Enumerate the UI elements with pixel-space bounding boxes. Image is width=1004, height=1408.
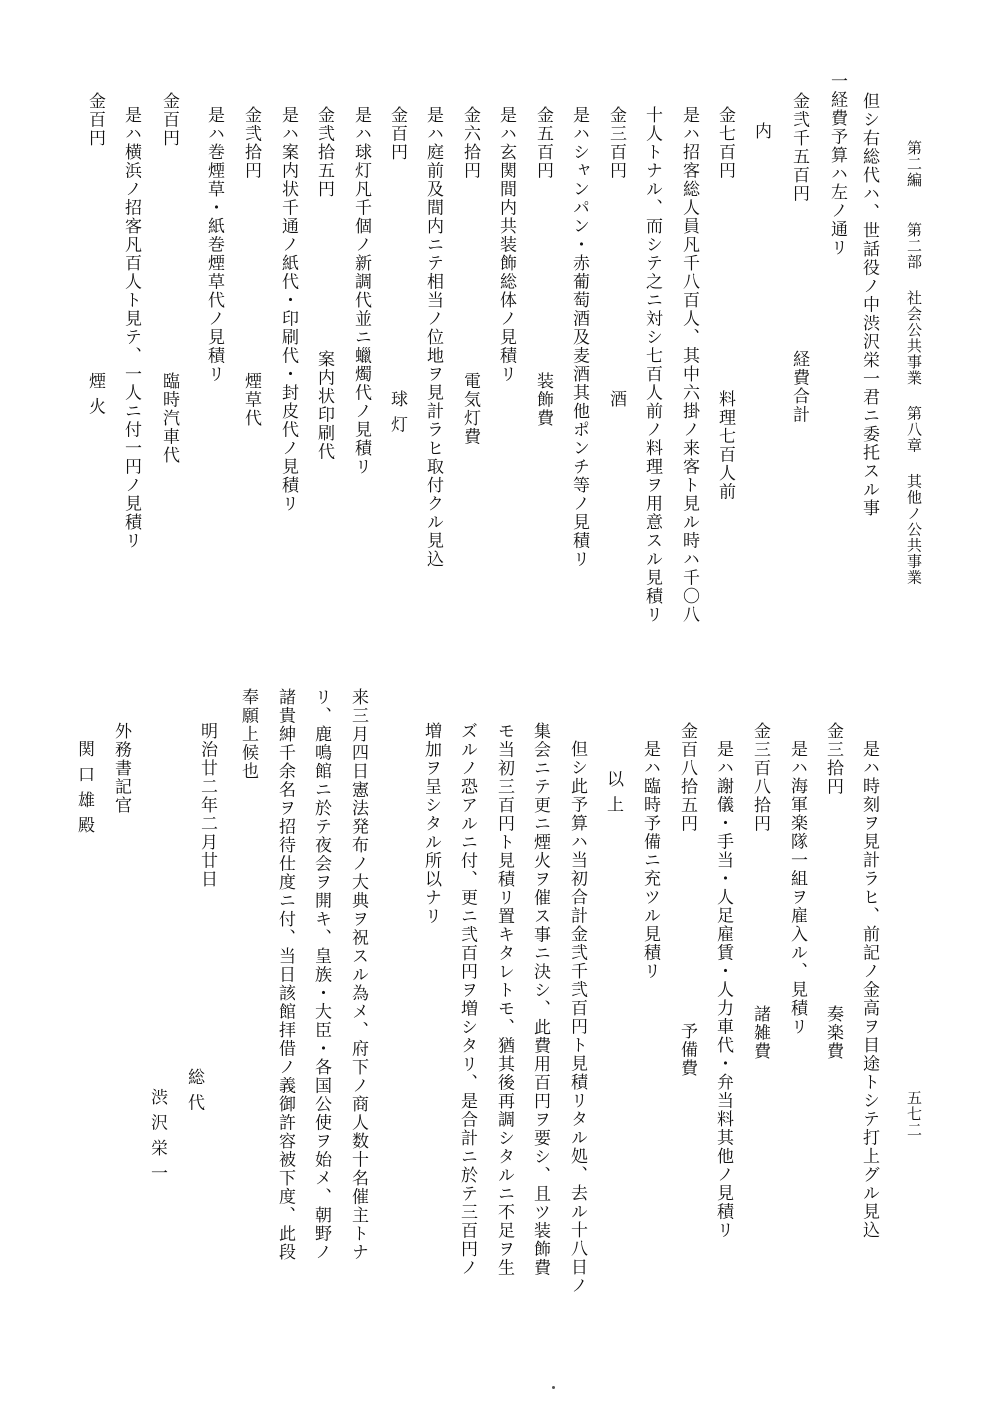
running-head — [906, 140, 921, 585]
item-label: 臨時汽車代 — [159, 372, 179, 465]
amount-label: 金百円 — [159, 92, 179, 148]
amount-label: 金三百円 — [606, 106, 626, 180]
text-line: 是ハ海軍楽隊一組ヲ雇入ル、見積リ — [787, 740, 807, 1036]
amount-label: 金七百円 — [715, 106, 735, 180]
text-line: 集会ニテ更ニ煙火ヲ催ス事ニ決シ、此費用百円ヲ要シ、且ツ装飾費 — [530, 722, 550, 1277]
text-line: 十人トナル、而シテ之ニ対シ七百人前ノ料理ヲ用意スル見積リ — [642, 106, 662, 624]
amount-label: 金弐拾五円 — [314, 106, 334, 199]
item-label: 煙 火 — [85, 372, 105, 416]
text-line: 但シ右総代ハ、世話役ノ中渋沢栄一君ニ委托スル事 — [859, 92, 879, 518]
text-line: 是ハ案内状千通ノ紙代・印刷代・封皮代ノ見積リ — [278, 106, 298, 513]
running-head-part: 社会公共事業 — [905, 289, 923, 386]
amount-label: 金三百八拾円 — [750, 722, 770, 833]
item-label: 酒 — [606, 390, 626, 409]
text-line: 是ハ球灯凡千個ノ新調代並ニ蠟燭代ノ見積リ — [351, 106, 371, 476]
running-head-part: 第八章 — [905, 405, 923, 454]
text-line: 是ハ謝儀・手当・人足雇賃・人力車代・弁当料其他ノ見積リ — [713, 740, 733, 1240]
addressee-title: 外務書記官 — [111, 722, 131, 815]
text-line: 増加ヲ呈シタル所以ナリ — [421, 722, 441, 926]
text-line: 是ハ横浜ノ招客凡百人ト見テ、一人ニ付一円ノ見積リ — [121, 106, 141, 550]
text-line: 是ハ玄関間内共装飾総体ノ見積リ — [496, 106, 516, 384]
signatory-title: 総 代 — [184, 1068, 204, 1112]
amount-label: 金百円 — [387, 106, 407, 162]
text-line: 奉願上候也 — [238, 688, 258, 781]
text-line: リ、鹿鳴館ニ於テ夜会ヲ開キ、皇族・大臣・各国公使ヲ始メ、朝野ノ — [311, 688, 331, 1262]
text-line: 是ハ巻煙草・紙巻煙草代ノ見積リ — [204, 106, 224, 384]
amount-label: 金五百円 — [533, 106, 553, 180]
item-label: 諸雑費 — [750, 1005, 770, 1061]
amount-label: 金百八拾五円 — [677, 722, 697, 833]
addressee-name: 関 口 雄 殿 — [74, 740, 94, 835]
item-label: 電気灯費 — [460, 372, 480, 446]
text-line: モ当初三百円ト見積リ置キタレトモ、猶其後再調シタルニ不足ヲ生 — [494, 722, 514, 1277]
amount-label: 金六拾円 — [460, 106, 480, 180]
amount-label: 金弐拾円 — [241, 106, 261, 180]
page-speck — [552, 1386, 555, 1389]
text-line: 但シ此予算ハ当初合計金弐千弐百円ト見積リタル処、去ル十八日ノ — [567, 740, 587, 1295]
item-label: 予備費 — [677, 1022, 697, 1078]
amount-label: 金三拾円 — [823, 722, 843, 796]
item-label: 煙草代 — [241, 372, 261, 428]
text-line: 一経費予算ハ左ノ通リ — [827, 72, 847, 257]
item-label: 装飾費 — [533, 372, 553, 428]
signatory-name: 渋 沢 栄 一 — [147, 1088, 167, 1183]
item-label: 球 灯 — [387, 390, 407, 434]
text-line: 是ハ招客総人員凡千八百人、其中六掛ノ来客ト見ル時ハ千〇八 — [679, 106, 699, 624]
running-head-part: 第二部 — [905, 221, 923, 270]
text-line: ズルノ恐アルニ付、更ニ弐百円ヲ増シタリ、是合計ニ於テ三百円ノ — [457, 722, 477, 1277]
text-line: 是ハ時刻ヲ見計ラヒ、前記ノ金高ヲ目途トシテ打上グル見込 — [859, 740, 879, 1240]
text-line: 来三月四日憲法発布ノ大典ヲ祝スル為メ、府下ノ商人数十名催主トナ — [348, 688, 368, 1262]
text-line: 内 — [751, 122, 771, 141]
running-head-part: 其他ノ公共事業 — [905, 473, 923, 586]
amount-label: 金弐千五百円 — [789, 92, 809, 203]
page-number: 五七二 — [905, 1090, 923, 1138]
text-line: 諸貴紳千余名ヲ招待仕度ニ付、当日該館拝借ノ義御許容被下度、此段 — [275, 688, 295, 1262]
item-label: 料理七百人前 — [715, 390, 735, 501]
item-label: 経費合計 — [789, 350, 809, 424]
text-line: 是ハシャンパン・赤葡萄酒及麦酒其他ポンチ等ノ見積リ — [569, 106, 589, 569]
item-label: 奏楽費 — [823, 1005, 843, 1061]
date-line: 明治廿二年二月廿日 — [197, 722, 217, 889]
amount-label: 金百円 — [85, 92, 105, 148]
text-line: 是ハ臨時予備ニ充ツル見積リ — [640, 740, 660, 981]
item-label: 案内状印刷代 — [314, 350, 334, 461]
text-line: 以 上 — [603, 770, 623, 814]
text-line: 是ハ庭前及間内ニテ相当ノ位地ヲ見計ラヒ取付クル見込 — [423, 106, 443, 569]
running-head-part: 第二編 — [905, 140, 923, 188]
